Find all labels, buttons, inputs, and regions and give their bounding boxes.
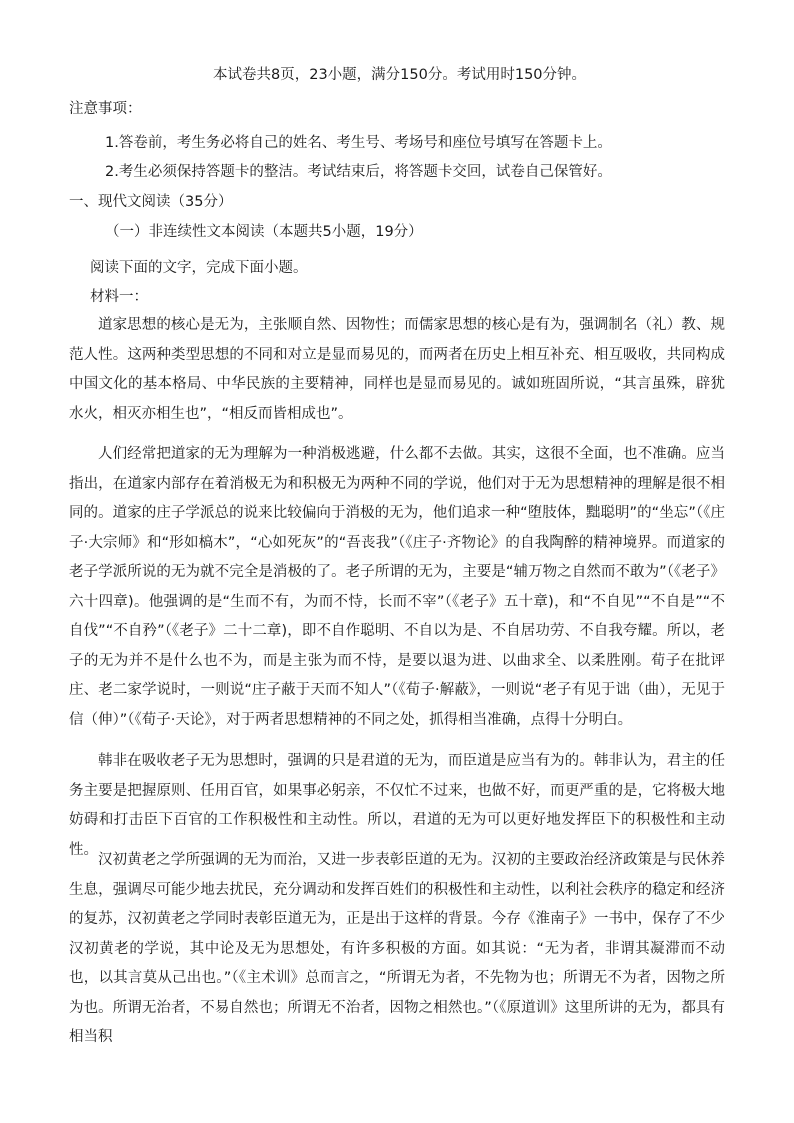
- reading-instruction: 阅读下面的文字，完成下面小题。: [90, 260, 308, 276]
- notice-item: 1.答卷前，考生务必将自己的姓名、考生号、考场号和座位号填写在答题卡上。: [105, 135, 612, 151]
- notice-title: 注意事项：: [69, 101, 142, 117]
- body-paragraph: 人们经常把道家的无为理解为一种消极逃避，什么都不去做。其实，这很不全面，也不准确。应当指出，在道家内部存在着消极无为和积极无为两种不同的学说，他们对于无为思想精神的理解是很不相同的。道家的庄子学派总的说来比较偏向于消极的无为，他们追求一种“堕肢体，黜聪明”的“坐忘”（《庄子·大宗师》和“形如槁木”，“心如死灰”的“吾丧我”（《庄子·齐物论》的自我陶醉的精神境界。而道家的老子学派所说的无为就不完全是消极的了。老子所谓的无为，主要是“辅万物之自然而不敢为”（《老子》六十四章)。他强调的是“生而不有，为而不恃，长而不宰”（《老子》五十章)，和“不自见”“不自是”“不自伐”“不自矜”（《老子》二十二章)，即不自作聪明、不自以为是、不自居功劳、不自我夸耀。所以，老子的无为并不是什么也不为，而是主张为而不恃，是要以退为进、以曲求全、以柔胜刚。荀子在批评庄、老二家学说时，一则说“庄子蔽于天而不知人”（《荀子·解蔽》，一则说“老子有见于诎（曲），无见于信（伸）”（《荀子·天论》，对于两者思想精神的不同之处，抓得相当准确，点得十分明白。: [69, 446, 725, 728]
- material-title: 材料一：: [90, 289, 148, 305]
- body-paragraph: 韩非在吸收老子无为思想时，强调的只是君道的无为，而臣道是应当有为的。韩非认为，君主的任务主要是把握原则、任用百官，如果事必躬亲，不仅忙不过来，也做不好，而更严重的是，它将极大地妨碍和打击臣下百官的工作积极性和主动性。所以，君道的无为可以更好地发挥臣下的积极性和主动性。: [69, 753, 725, 858]
- exam-header: 本试卷共8页，23小题，满分150分。考试用时150分钟。: [213, 67, 587, 83]
- subsection-heading: （一）非连续性文本阅读（本题共5小题，19分）: [105, 224, 423, 240]
- body-paragraph: 汉初黄老之学所强调的无为而治，又进一步表彰臣道的无为。汉初的主要政治经济政策是与民休养生息，强调尽可能少地去扰民，充分调动和发挥百姓们的积极性和主动性，以利社会秩序的稳定和经济的复苏，汉初黄老之学同时表彰臣道无为，正是出于这样的背景。今存《淮南子》一书中，保存了不少汉初黄老的学说，其中论及无为思想处，有许多积极的方面。如其说：“无为者，非谓其凝滞而不动也，以其言莫从己出也。”（《主术训》总而言之，“所谓无为者，不先物为也；所谓无不为者，因物之所为也。所谓无治者，不易自然也；所谓无不治者，因物之相然也。”（《原道训》这里所讲的无为，都具有相当积: [69, 852, 725, 1045]
- notice-item: 2.考生必须保持答题卡的整洁。考试结束后，将答题卡交回，试卷自己保管好。: [105, 164, 612, 180]
- section-heading: 一、现代文阅读（35分）: [69, 194, 233, 210]
- body-paragraph: 道家思想的核心是无为，主张顺自然、因物性；而儒家思想的核心是有为，强调制名（礼）教、规范人性。这两种类型思想的不同和对立是显而易见的，而两者在历史上相互补充、相互吸收，共同构成中国文化的基本格局、中华民族的主要精神，同样也是显而易见的。诚如班固所说，“其言虽殊，辟犹水火，相灭亦相生也”，“相反而皆相成也”。: [69, 317, 725, 422]
